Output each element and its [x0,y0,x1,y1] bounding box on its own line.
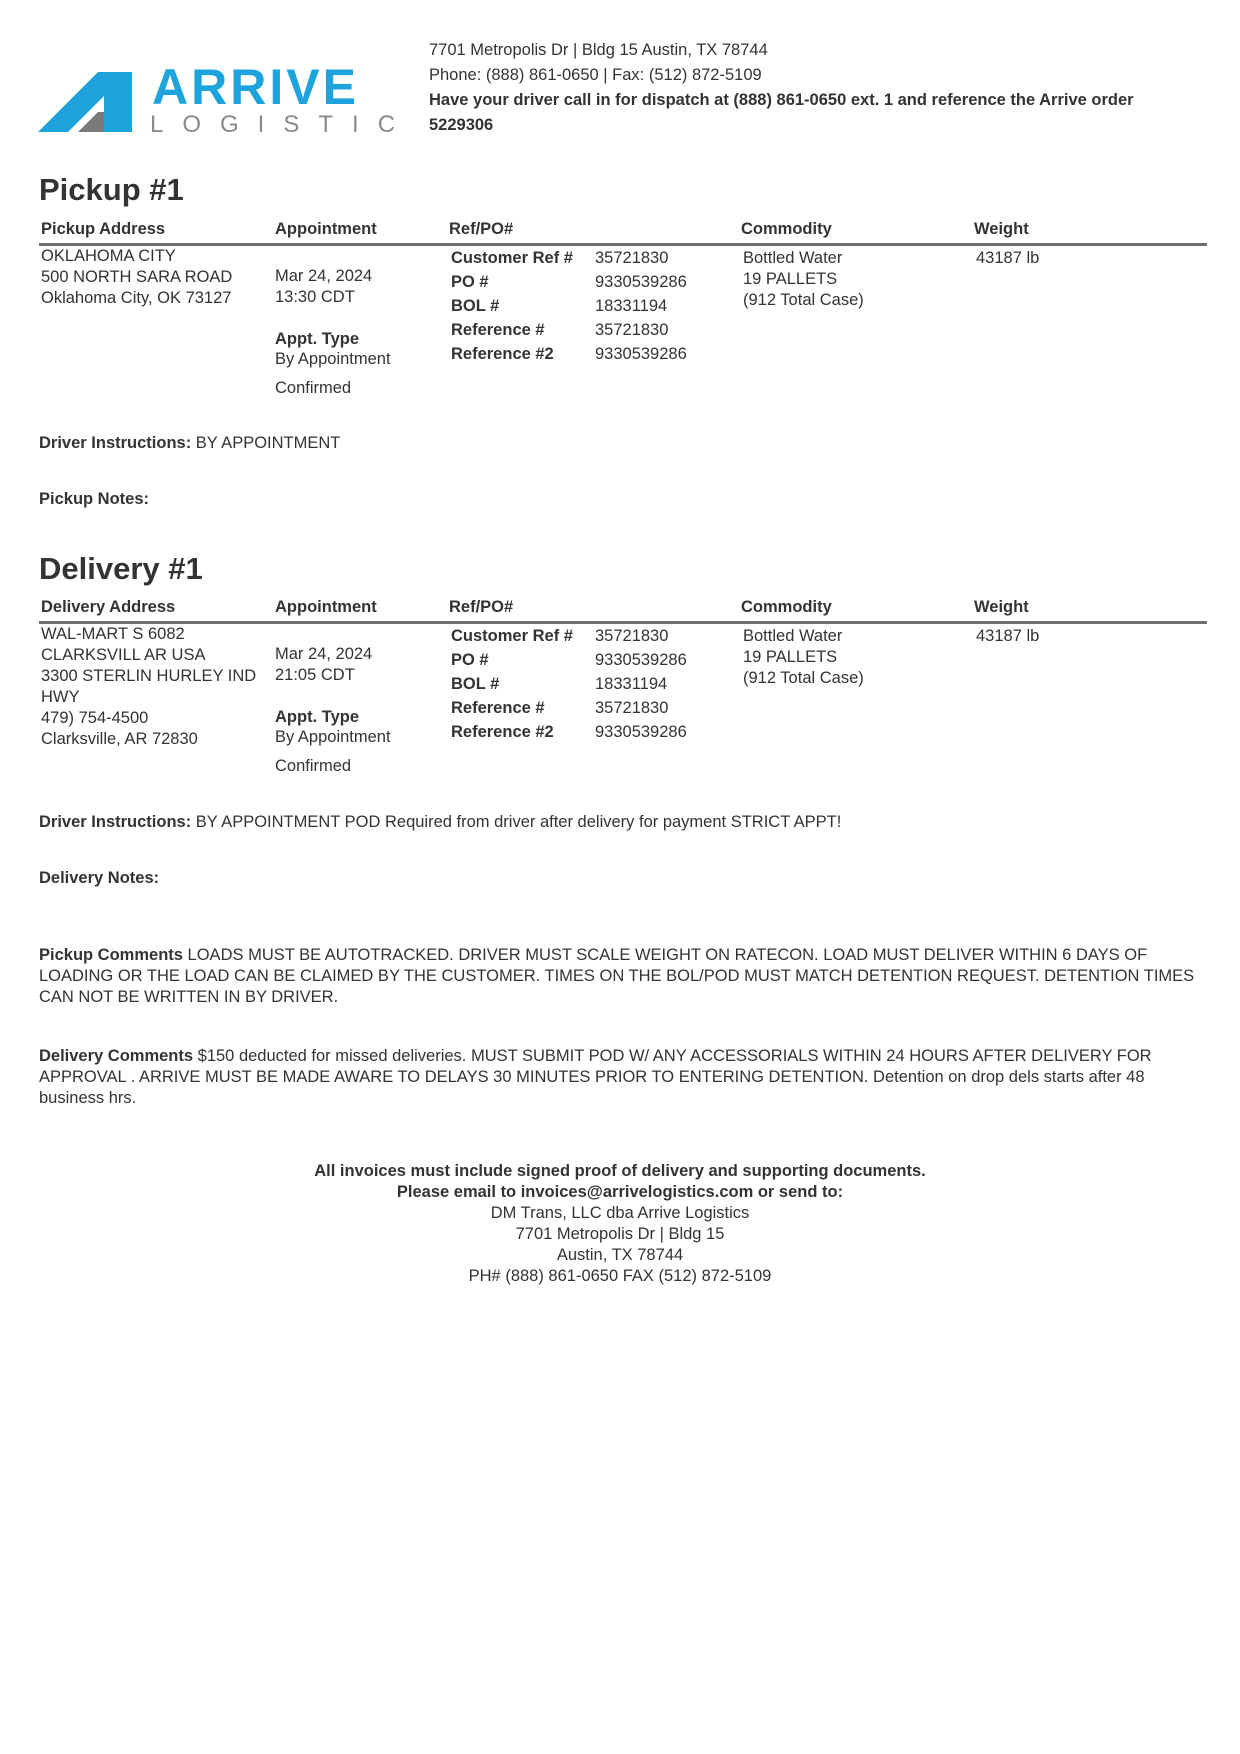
ref-label: Reference # [451,699,545,717]
appt-type: By Appointment [275,350,391,368]
pickup-refs [451,248,731,368]
address-line: 500 NORTH SARA ROAD [41,268,233,286]
ref-row [451,248,731,272]
ref-label: BOL # [451,675,500,693]
ref-label: BOL # [451,297,500,315]
ref-value: 35721830 [595,321,669,339]
ref-value: 9330539286 [595,345,687,363]
company-address: 7701 Metropolis Dr | Bldg 15 Austin, TX 78744 [429,41,768,59]
delivery-refs [451,626,731,746]
delivery-table-header [39,597,1207,624]
appt-status: Confirmed [275,379,352,397]
appt-type-label: Appt. Type [275,330,360,348]
delivery-title: Delivery #1 [39,551,203,586]
company-contact [429,38,1189,138]
header-address: Delivery Address [41,598,176,616]
dispatch-instruction: Have your driver call in for dispatch at (888) 861-0650 ext. 1 and reference the Arrive order 5229306 [429,91,1134,134]
driver-instructions-text: BY APPOINTMENT POD Required from driver after delivery for payment STRICT APPT! [195,813,842,831]
ref-value: 35721830 [595,699,669,717]
pickup-address [41,246,261,309]
header-ref: Ref/PO# [449,598,514,616]
ref-row [451,674,731,698]
commodity-line: Bottled Water [743,627,843,645]
invoice-footer [0,1161,1240,1287]
header-appointment: Appointment [275,598,377,616]
ref-value: 18331194 [595,675,668,693]
commodity-line: (912 Total Case) [743,291,864,309]
ref-value: 35721830 [595,627,669,645]
delivery-notes-label: Delivery Notes: [39,869,160,887]
ref-value: 9330539286 [595,273,687,291]
pickup-commodity [743,248,963,311]
appointment-date: Mar 24, 2024 [275,645,373,663]
ref-row [451,272,731,296]
driver-instructions-label: Driver Instructions: [39,434,192,452]
pickup-comments-text: LOADS MUST BE AUTOTRACKED. DRIVER MUST SCALE WEIGHT ON RATECON. LOAD MUST DELIVER WITHIN 6 DAYS OF LOADING OR THE LOAD CAN BE CLAIMED BY THE CUSTOMER. TIMES ON THE BOL/POD MUST MATCH DETENTION REQUEST. DETENTION TIMES CAN NOT BE WRITTEN IN BY DRIVER. [39,946,1195,1006]
pickup-appointment [275,266,435,399]
ref-label: Reference #2 [451,723,554,741]
header-commodity: Commodity [741,598,832,616]
appointment-time: 21:05 CDT [275,666,355,684]
ref-label: Reference # [451,321,545,339]
driver-instructions-label: Driver Instructions: [39,813,192,831]
brand-subtitle: LOGISTIC [150,111,410,138]
header-commodity: Commodity [741,220,832,238]
ref-value: 35721830 [595,249,669,267]
ref-value: 9330539286 [595,723,687,741]
pickup-notes-label: Pickup Notes: [39,490,150,508]
delivery-appointment [275,644,435,777]
ref-label: Reference #2 [451,345,554,363]
commodity-line: (912 Total Case) [743,669,864,687]
header-weight: Weight [974,598,1029,616]
appointment-date: Mar 24, 2024 [275,267,373,285]
ref-value: 18331194 [595,297,668,315]
footer-street: 7701 Metropolis Dr | Bldg 15 [515,1225,725,1243]
arrive-logo-mark [38,62,410,142]
header-ref: Ref/PO# [449,220,514,238]
pickup-table-header [39,219,1207,246]
address-line: 3300 STERLIN HURLEY IND [41,667,257,685]
ref-row [451,626,731,650]
commodity-line: 19 PALLETS [743,648,838,666]
ref-row [451,650,731,674]
ref-row [451,320,731,344]
delivery-comments [39,1046,1209,1109]
address-line: WAL-MART S 6082 [41,625,185,643]
arrive-logo [38,62,410,142]
company-phone: Phone: (888) 861-0650 | Fax: (512) 872-5109 [429,66,762,84]
pickup-weight: 43187 lb [976,249,1040,267]
appt-type: By Appointment [275,728,391,746]
address-line: 479) 754-4500 [41,709,149,727]
address-line: CLARKSVILL AR USA [41,646,206,664]
address-line: Clarksville, AR 72830 [41,730,198,748]
appointment-time: 13:30 CDT [275,288,355,306]
delivery-comments-text: $150 deducted for missed deliveries. MUST SUBMIT POD W/ ANY ACCESSORIALS WITHIN 24 HOURS AFTER DELIVERY FOR APPROVAL . ARRIVE MUST BE MADE AWARE TO DELAYS 30 MINUTES PRIOR TO ENTERING DETENTION. Detention on drop dels starts after 48 business hrs. [39,1047,1152,1107]
delivery-address [41,624,261,750]
ref-label: PO # [451,273,489,291]
pickup-comments [39,945,1209,1008]
ref-row [451,344,731,368]
pickup-title: Pickup #1 [39,172,184,207]
invoice-email: Please email to invoices@arrivelogistics.com or send to: [396,1183,844,1201]
footer-company: DM Trans, LLC dba Arrive Logistics [490,1204,750,1222]
header-appointment: Appointment [275,220,377,238]
address-line: Oklahoma City, OK 73127 [41,289,232,307]
ref-value: 9330539286 [595,651,687,669]
pickup-table [39,219,1207,397]
ref-row [451,722,731,746]
delivery-weight: 43187 lb [976,627,1040,645]
delivery-commodity [743,626,963,689]
header-address: Pickup Address [41,220,166,238]
footer-phone: PH# (888) 861-0650 FAX (512) 872-5109 [468,1267,772,1285]
delivery-driver-instructions [39,813,841,832]
ref-row [451,296,731,320]
ref-label: Customer Ref # [451,627,573,645]
pickup-driver-instructions [39,434,340,453]
appt-status: Confirmed [275,757,352,775]
ref-label: Customer Ref # [451,249,573,267]
ref-label: PO # [451,651,489,669]
appt-type-label: Appt. Type [275,708,360,726]
delivery-table [39,597,1207,775]
delivery-comments-label: Delivery Comments [39,1047,194,1065]
pickup-comments-label: Pickup Comments [39,946,183,964]
address-line: HWY [41,688,80,706]
commodity-line: Bottled Water [743,249,843,267]
ref-row [451,698,731,722]
brand-name: ARRIVE [152,62,359,115]
delivery-notes [39,869,159,888]
header-weight: Weight [974,220,1029,238]
address-line: OKLAHOMA CITY [41,247,176,265]
pickup-notes [39,490,149,509]
footer-city: Austin, TX 78744 [556,1246,684,1264]
driver-instructions-text: BY APPOINTMENT [195,434,341,452]
invoice-requirement: All invoices must include signed proof of delivery and supporting documents. [314,1162,926,1180]
commodity-line: 19 PALLETS [743,270,838,288]
